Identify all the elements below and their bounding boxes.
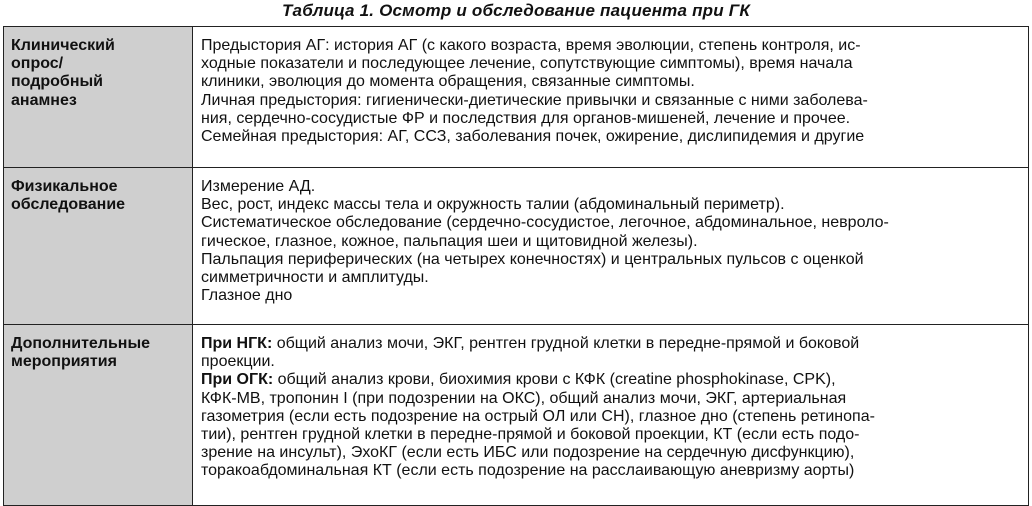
content-line: Глазное дно [201, 287, 293, 305]
content-line: КФК-МВ, тропонин I (при подозрении на ОКС), общий анализ мочи, ЭКГ, артериальная [201, 389, 847, 407]
row-content-anamnesis [193, 27, 1029, 168]
content-line: гическое, глазное, кожное, пальпация шеи и щитовидной железы). [201, 232, 698, 250]
row-label-line: Клинический [11, 37, 115, 54]
row-label-line: подробный [11, 73, 103, 91]
content-line: Вес, рост, индекс массы тела и окружность талии (абдоминальный периметр). [201, 196, 785, 214]
row-label-additional-measures [4, 325, 193, 506]
content-line: тии), рентген грудной клетки в передне-прямой и боковой проекции, КТ (если есть подо- [201, 426, 860, 444]
content-line: газометрия (если есть подозрение на острый ОЛ или СН), глазное дно (степень ретинопа- [201, 407, 875, 425]
lead-text: общий анализ крови, биохимия крови с КФК (creatine phosphokinase, CPK), [273, 371, 836, 389]
content-line: проекции. [201, 353, 275, 371]
row-label-line: Дополнительные [11, 335, 151, 352]
row-label-line: мероприятия [11, 353, 117, 371]
lead-text: общий анализ мочи, ЭКГ, рентген грудной клетки в передне-прямой и боковой [272, 335, 860, 352]
row-label-anamnesis [4, 27, 193, 168]
content-line: Семейная предыстория: АГ, ССЗ, заболевания почек, ожирение, дислипидемия и другие [201, 128, 865, 146]
row-label-line: обследование [11, 196, 126, 214]
content-line [201, 335, 1022, 353]
content-line: ния, сердечно-сосудистые ФР и последствия для органов-мишеней, лечение и прочее. [201, 109, 851, 127]
table-row-anamnesis [4, 27, 1029, 168]
lead-term-ogk: При ОГК: [201, 371, 274, 389]
content-line: симметричности и амплитуды. [201, 269, 429, 287]
content-line: Пальпация периферических (на четырех конечностях) и центральных пульсов с оценкой [201, 250, 864, 268]
row-label-line: Физикальное [11, 178, 118, 195]
row-label-physical-exam [4, 168, 193, 325]
examination-table [3, 26, 1029, 506]
row-label-line: опрос/ [11, 55, 64, 73]
content-line: Предыстория АГ: история АГ (с какого возраста, время эволюции, степень контроля, ис- [201, 37, 861, 54]
row-content-additional-measures [193, 325, 1029, 506]
content-line: Измерение АД. [201, 178, 316, 195]
row-content-physical-exam [193, 168, 1029, 325]
row-label-line: анамнез [11, 91, 77, 109]
table-caption: Таблица 1. Осмотр и обследование пациента при ГК [281, 1, 751, 20]
table-row-additional-measures [4, 325, 1029, 506]
lead-term-ngk: При НГК: [201, 335, 273, 352]
content-line: зрение на инсульт), ЭхоКГ (если есть ИБС или подозрение на сердечную дисфункцию), [201, 444, 855, 462]
content-line: торакоабдоминальная КТ (если есть подозрение на расслаивающую аневризму аорты) [201, 462, 855, 480]
table-row-physical-exam [4, 168, 1029, 325]
content-line: клиники, эволюция до момента обращения, связанные симптомы. [201, 73, 695, 91]
content-line: Личная предыстория: гигиенически-диетические привычки и связанные с ними заболева- [201, 91, 868, 109]
content-line: ходные показатели и последующее лечение, сопутствующие симптомы), время начала [201, 55, 853, 73]
content-line: Систематическое обследование (сердечно-сосудистое, легочное, абдоминальное, невроло- [201, 214, 889, 232]
content-line [201, 371, 1022, 389]
